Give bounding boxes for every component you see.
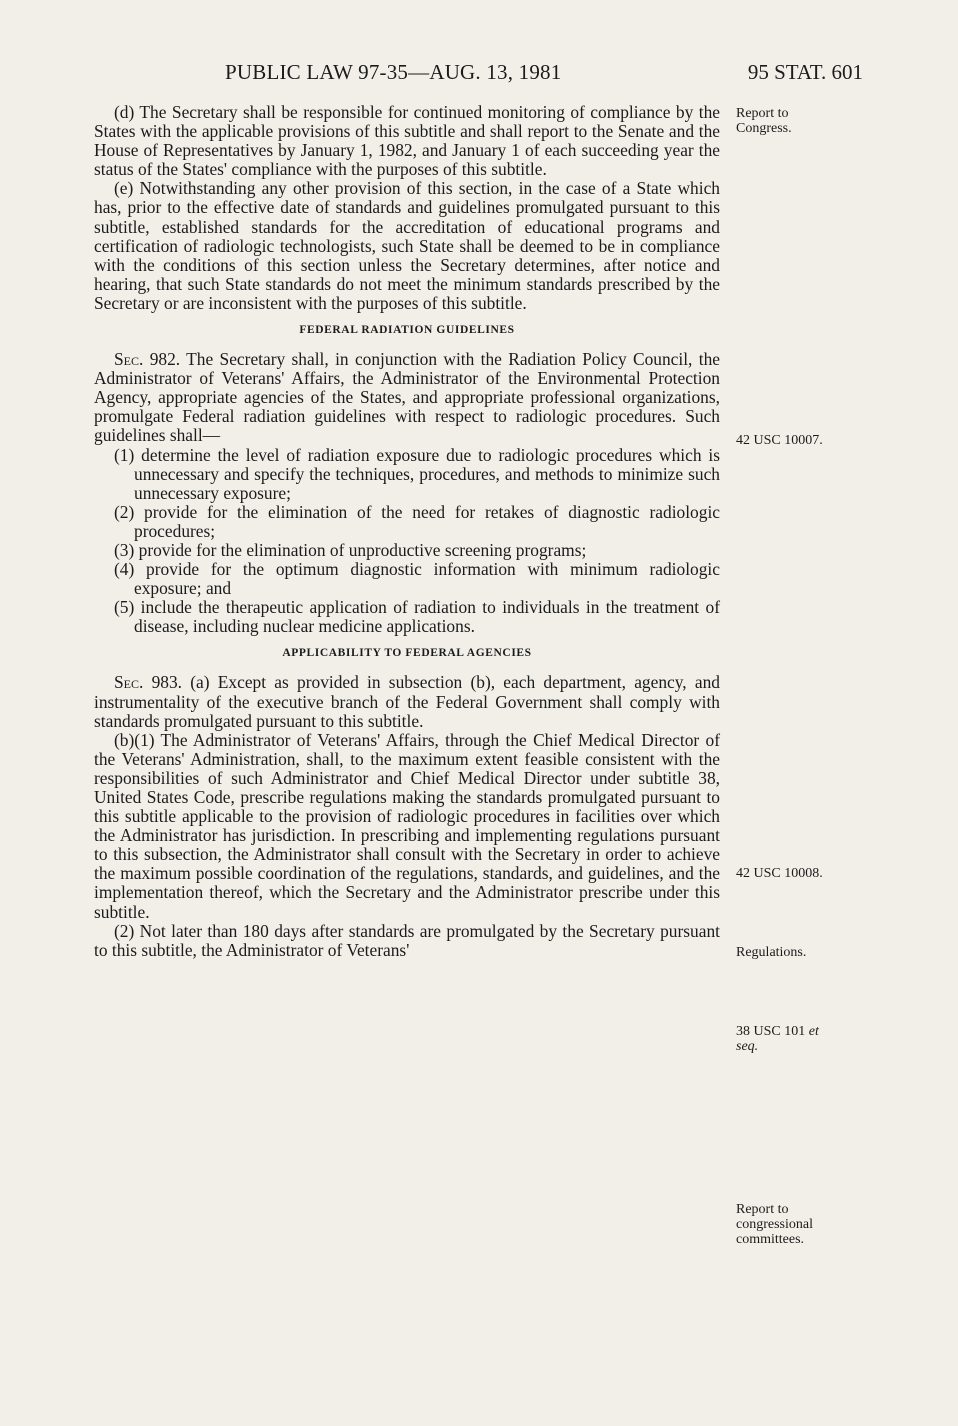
margin-note-line xyxy=(736,1024,856,1039)
margin-note-report-to-committees xyxy=(736,1202,856,1247)
section-label: Sec. xyxy=(114,349,144,370)
margin-note-line: committees. xyxy=(736,1232,805,1247)
section-983-b1: (b)(1) The Administrator of Veterans' Affairs, through the Chief Medical Director of the Veterans' Administration, shall, to the maximum extent feasible consistent with the responsibilities of such Administrator and Chief Medical Director under subtitle 38, United States Code, prescribe regulations making the standards promulgated pursuant to this subtitle applicable to the provision of radiologic procedures in facilities over which the Administrator has jurisdiction. In prescribing and implementing regulations pursuant to this subsection, the Administrator shall consult with the Secretary in order to achieve the maximum possible coordination of the regulations, standards, and guidelines, and the implementation thereof, which the Secretary and the Administrator prescribe under this subtitle. xyxy=(94,729,720,922)
section-983-b2: (2) Not later than 180 days after standards are promulgated by the Secretary pursuant to this subtitle, the Administrator of Veterans' xyxy=(94,920,720,960)
page-header-stat-ref: 95 STAT. 601 xyxy=(747,60,863,84)
section-983-a xyxy=(94,673,720,730)
section-983-a-text: 983. (a) Except as provided in subsection (b), each department, agency, and instrumentality of the executive branch of the Federal Government shall comply with standards promulgated pursuant to this subtitle. xyxy=(94,672,720,731)
section-label: Sec. xyxy=(114,672,144,693)
margin-note-report-to-congress xyxy=(736,106,856,136)
margin-note-42-usc-10007: 42 USC 10007. xyxy=(736,433,823,448)
paragraph-d: (d) The Secretary shall be responsible for continued monitoring of compliance by the States with the applicable provisions of this subtitle and shall report to the Senate and the House of Representatives by January 1, 1982, and January 1 of each succeeding year the status of the States' compliance with the purposes of this subtitle. xyxy=(94,102,720,180)
main-text-column xyxy=(94,103,720,960)
margin-note-42-usc-10008: 42 USC 10008. xyxy=(736,866,823,881)
item-3: (3) provide for the elimination of unproductive screening programs; xyxy=(114,539,587,560)
margin-note-line: Congress. xyxy=(736,121,792,136)
page-header-title: PUBLIC LAW 97-35—AUG. 13, 1981 xyxy=(225,60,562,84)
item-1: (1) determine the level of radiation exposure due to radiologic procedures which is unnecessary and specify the techniques, procedures, and methods to minimize such unnecessary exposure; xyxy=(114,444,720,503)
margin-note-text: 38 USC 101 xyxy=(736,1024,806,1039)
margin-note-regulations: Regulations. xyxy=(736,945,807,960)
section-982 xyxy=(94,350,720,445)
margin-note-line: Report to xyxy=(736,106,789,121)
margin-note-line: seq. xyxy=(736,1039,759,1054)
margin-note-line: Report to xyxy=(736,1202,789,1217)
margin-note-line: congressional xyxy=(736,1217,813,1232)
paragraph-e: (e) Notwithstanding any other provision of this section, in the case of a State which has, prior to the effective date of standards and guidelines promulgated pursuant to this subtitle, established standards for the accreditation of educational programs and certification of radiologic technologists, such State shall be deemed to be in compliance with the conditions of this section unless the Secretary determines, after notice and hearing, that such State standards do not meet the minimum standards prescribed by the Secretary or are inconsistent with the purposes of this subtitle. xyxy=(94,178,720,313)
item-4: (4) provide for the optimum diagnostic information with minimum radiologic exposure; and xyxy=(114,559,720,599)
section-982-text: 982. The Secretary shall, in conjunction with the Radiation Policy Council, the Administrator of Veterans' Affairs, the Administrator of the Environmental Protection Agency, appropriate agencies of the States, and appropriate professional organizations, promulgate Federal radiation guidelines with respect to radiologic procedures. Such guidelines shall— xyxy=(94,349,720,446)
margin-note-text: et xyxy=(808,1024,819,1039)
heading-applicability: APPLICABILITY TO FEDERAL AGENCIES xyxy=(282,647,532,660)
item-5: (5) include the therapeutic application of radiation to individuals in the treatment of disease, including nuclear medicine applications. xyxy=(114,597,720,637)
margin-note-38-usc-101 xyxy=(736,1024,856,1054)
heading-federal-radiation-guidelines: FEDERAL RADIATION GUIDELINES xyxy=(299,324,515,337)
item-2: (2) provide for the elimination of the need for retakes of diagnostic radiologic procedures; xyxy=(114,501,720,541)
